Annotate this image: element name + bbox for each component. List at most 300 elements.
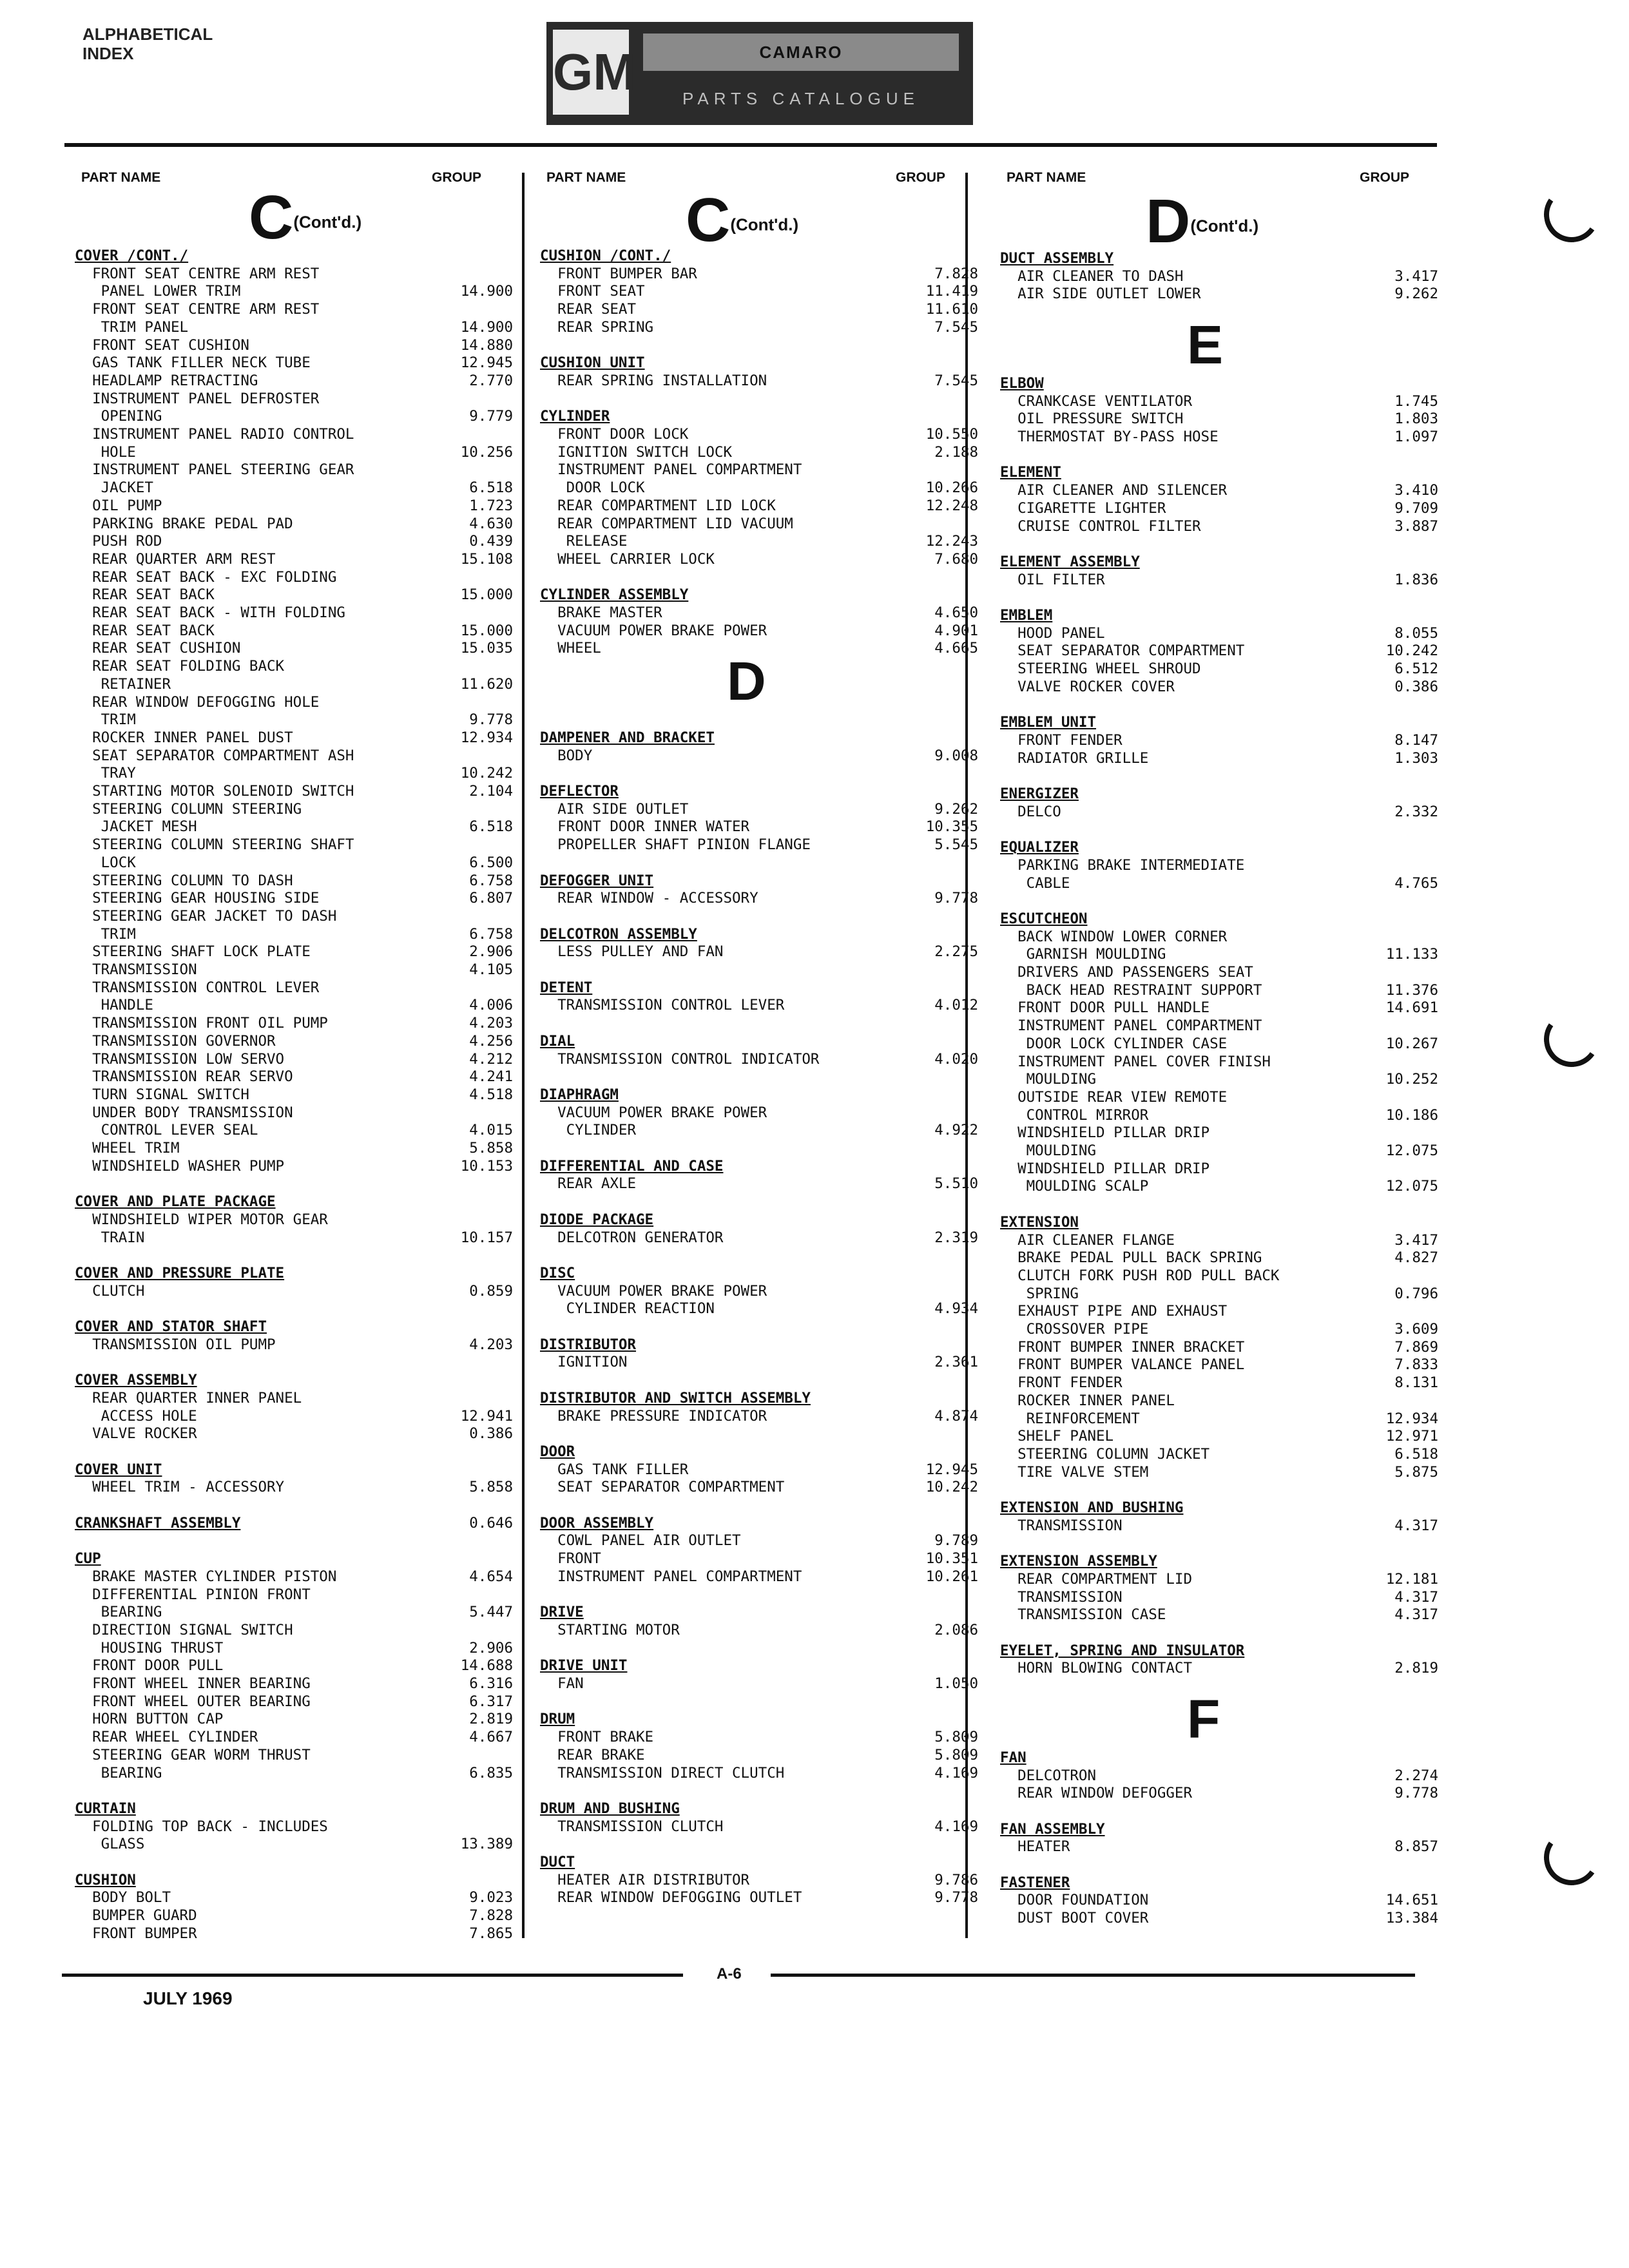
group-number: 11.620 (460, 675, 513, 693)
group-number: 4.212 (469, 1050, 513, 1068)
index-entry-row (1000, 1392, 1438, 1410)
part-name: CYLINDER (540, 1122, 637, 1139)
part-name: AIR CLEANER AND SILENCER (1000, 482, 1228, 499)
part-name: SEAT SEPARATOR COMPARTMENT ASH (75, 747, 354, 764)
group-number: 4.203 (469, 1015, 513, 1032)
index-entry-row (75, 979, 513, 997)
part-heading: ENERGIZER (1000, 785, 1079, 802)
group-number: 4.105 (469, 961, 513, 978)
index-entry-row (75, 1747, 513, 1765)
group-number: 5.545 (934, 836, 978, 854)
part-name: BODY BOLT (75, 1889, 171, 1907)
index-entry-row (540, 836, 978, 854)
group-number: 1.303 (1394, 749, 1438, 767)
index-entry-row (75, 301, 513, 319)
part-name: HORN BUTTON CAP (75, 1711, 224, 1728)
part-heading: CUSHION UNIT (540, 354, 645, 372)
index-entry-row (75, 265, 513, 284)
index-heading-row (540, 1211, 978, 1229)
group-number: 7.869 (1394, 1338, 1438, 1356)
index-entry-row (1000, 285, 1438, 303)
part-name: DIFFERENTIAL PINION FRONT (75, 1586, 311, 1603)
group-number: 9.779 (469, 408, 513, 425)
group-number: 6.500 (469, 854, 513, 871)
page-number: A-6 (717, 1965, 742, 1983)
index-entry-row (75, 1158, 513, 1176)
part-name: IGNITION SWITCH LOCK (540, 443, 733, 461)
index-heading-row (75, 1515, 513, 1533)
index-entry-row (75, 872, 513, 890)
index-entry-row (1000, 1249, 1438, 1267)
index-entry-row (1000, 892, 1438, 910)
group-number: 10.355 (925, 818, 978, 836)
index-entry-row (75, 1336, 513, 1354)
part-heading: DIFFERENTIAL AND CASE (540, 1157, 724, 1175)
group-number: 12.941 (460, 1407, 513, 1425)
part-name: VACUUM POWER BRAKE POWER (540, 622, 767, 639)
group-number: 4.169 (934, 1818, 978, 1835)
index-entry-row (1000, 1089, 1438, 1107)
index-entry-row (75, 1051, 513, 1069)
part-name: TRANSMISSION (75, 961, 197, 978)
part-heading: CYLINDER (540, 408, 610, 425)
index-entry-row (75, 390, 513, 408)
group-number: 10.266 (925, 479, 978, 497)
index-heading-row (1000, 464, 1438, 482)
group-number: 15.035 (460, 640, 513, 657)
index-entry-row (1000, 1071, 1438, 1089)
group-number: 7.828 (469, 1907, 513, 1925)
col3-letter-suffix: (Cont'd.) (1190, 216, 1259, 236)
index-entry-row (1000, 982, 1438, 1000)
index-entry-row (75, 1532, 513, 1550)
group-number: 5.809 (934, 1746, 978, 1763)
col1-section-letter (249, 183, 362, 253)
index-entry-row (540, 319, 978, 337)
part-heading: ELEMENT (1000, 464, 1061, 481)
index-entry-row (1000, 1892, 1438, 1910)
part-name: PARKING BRAKE PEDAL PAD (75, 515, 293, 532)
part-name: STEERING WHEEL SHROUD (1000, 660, 1201, 678)
part-heading: DEFLECTOR (540, 783, 619, 800)
part-name: INSTRUMENT PANEL COMPARTMENT (1000, 1017, 1262, 1035)
index-entry-row (75, 1408, 513, 1426)
group-number: 4.256 (469, 1032, 513, 1050)
index-heading-row (1000, 375, 1438, 393)
group-number: 12.181 (1385, 1570, 1438, 1588)
index-entry-row (1000, 1464, 1438, 1482)
binder-hole-mark-2 (1539, 1007, 1604, 1072)
part-name: CLUTCH (75, 1282, 145, 1300)
index-heading-row (540, 586, 978, 604)
index-heading-row (540, 1800, 978, 1818)
part-heading: COVER AND PLATE PACKAGE (75, 1193, 276, 1211)
group-number: 10.267 (1385, 1035, 1438, 1052)
part-name: REAR SPRING (540, 318, 654, 336)
part-name: DELCOTRON GENERATOR (540, 1229, 724, 1246)
part-name: OIL FILTER (1000, 571, 1105, 588)
part-name: FRONT BUMPER BAR (540, 265, 697, 282)
part-name: CRUISE CONTROL FILTER (1000, 517, 1201, 535)
index-entry-row (1000, 1267, 1438, 1285)
part-name: STEERING COLUMN STEERING SHAFT (75, 836, 354, 854)
group-number: 2.086 (934, 1621, 978, 1639)
part-name: TRANSMISSION (1000, 1517, 1123, 1534)
index-entry-row (540, 1318, 978, 1336)
index-entry-row (540, 265, 978, 284)
index-entry-row (1000, 1713, 1438, 1731)
index-entry-row (75, 1568, 513, 1586)
part-name: HEATER AIR DISTRIBUTOR (540, 1871, 750, 1888)
part-name: TIRE VALVE STEM (1000, 1463, 1149, 1481)
index-entry-row (75, 569, 513, 587)
index-entry-row (75, 337, 513, 355)
index-heading-row (1000, 1874, 1438, 1892)
part-heading: DOOR ASSEMBLY (540, 1514, 654, 1532)
index-entry-row (1000, 1785, 1438, 1803)
index-entry-row (75, 1140, 513, 1158)
index-entry-row (75, 408, 513, 426)
part-heading: DELCOTRON ASSEMBLY (540, 925, 697, 943)
index-entry-row (1000, 1660, 1438, 1678)
index-entry-row (75, 694, 513, 712)
group-number: 4.169 (934, 1764, 978, 1782)
part-name: HORN BLOWING CONTACT (1000, 1660, 1193, 1677)
part-name: DELCOTRON (1000, 1767, 1097, 1784)
part-name: TRAIN (75, 1229, 145, 1246)
index-entry-row (1000, 482, 1438, 500)
part-name: RETAINER (75, 675, 171, 693)
part-name: BRAKE MASTER CYLINDER PISTON (75, 1568, 337, 1585)
group-number: 10.242 (1385, 642, 1438, 660)
part-name: FRONT DOOR INNER WATER (540, 818, 750, 836)
index-entry-row (75, 1229, 513, 1247)
index-entry-row (540, 1247, 978, 1265)
index-entry-row (75, 1836, 513, 1854)
part-name: THERMOSTAT BY-PASS HOSE (1000, 428, 1219, 445)
group-number: 4.654 (469, 1568, 513, 1585)
index-entry-row (75, 426, 513, 444)
group-number: 1.097 (1394, 428, 1438, 445)
part-name: BRAKE PEDAL PULL BACK SPRING (1000, 1249, 1262, 1267)
index-entry-row (1000, 767, 1438, 785)
index-entry-row (75, 1283, 513, 1301)
part-name: EXHAUST PIPE AND EXHAUST (1000, 1303, 1228, 1320)
part-name: RADIATOR GRILLE (1000, 749, 1149, 767)
index-entry-row (540, 1122, 978, 1140)
part-heading: COVER AND STATOR SHAFT (75, 1318, 267, 1335)
part-heading: DEFOGGER UNIT (540, 872, 654, 889)
index-entry-row (1000, 535, 1438, 553)
binder-hole-mark-3 (1539, 1825, 1604, 1890)
index-heading-row (540, 872, 978, 890)
part-heading: FASTENER (1000, 1874, 1070, 1891)
index-entry-row (1000, 500, 1438, 518)
index-title-line1: ALPHABETICAL (82, 24, 213, 44)
index-heading-row (540, 1158, 978, 1176)
index-entry-row (1000, 1124, 1438, 1142)
index-entry-row (75, 1497, 513, 1515)
part-name: REAR WINDOW DEFOGGER (1000, 1785, 1193, 1802)
part-name: OIL PUMP (75, 497, 162, 514)
index-entry-row (540, 1872, 978, 1890)
index-heading-row (540, 1390, 978, 1408)
part-name: TRANSMISSION CONTROL LEVER (75, 979, 320, 996)
part-heading: CRANKSHAFT ASSEMBLY (75, 1514, 241, 1532)
footer-rule-right (771, 1974, 1415, 1977)
gm-logo: GM (553, 30, 629, 115)
part-name: LOCK (75, 854, 136, 871)
index-entry-row (540, 1300, 978, 1318)
part-name: TURN SIGNAL SWITCH (75, 1086, 249, 1103)
index-entry-row (540, 461, 978, 479)
index-entry-row (75, 533, 513, 551)
group-number: 9.008 (934, 747, 978, 764)
index-entry-row (540, 1729, 978, 1747)
part-name: STEERING GEAR JACKET TO DASH (75, 907, 337, 925)
index-heading-row (540, 926, 978, 944)
part-name: CABLE (1000, 874, 1070, 892)
part-name: REAR SEAT BACK - EXC FOLDING (75, 568, 337, 586)
index-heading-row (540, 1604, 978, 1622)
index-entry-row (1000, 821, 1438, 839)
group-number: 4.203 (469, 1336, 513, 1353)
index-entry-row (1000, 1410, 1438, 1428)
group-number: 10.351 (925, 1550, 978, 1568)
part-name: REAR AXLE (540, 1175, 637, 1193)
part-name: DRIVERS AND PASSENGERS SEAT (1000, 964, 1253, 981)
group-number: 0.386 (469, 1425, 513, 1443)
group-number: 6.316 (469, 1675, 513, 1692)
part-name: TRANSMISSION CASE (1000, 1606, 1166, 1624)
group-number: 2.188 (934, 443, 978, 461)
index-entry-row (75, 765, 513, 783)
part-name: VACUUM POWER BRAKE POWER (540, 1282, 767, 1300)
group-number: 2.104 (469, 783, 513, 800)
part-name: FRONT WHEEL OUTER BEARING (75, 1693, 311, 1710)
col3-section-letter (1146, 187, 1259, 257)
index-entry-row (540, 747, 978, 765)
index-entry-row (75, 658, 513, 676)
group-number: 12.248 (925, 497, 978, 514)
index-entry-row (75, 908, 513, 926)
group-number: 15.000 (460, 622, 513, 639)
group-number: 0.646 (469, 1514, 513, 1532)
index-heading-row (1000, 839, 1438, 857)
group-number: 9.778 (934, 890, 978, 907)
group-number: 9.789 (934, 1532, 978, 1550)
group-number: 9.778 (1394, 1785, 1438, 1802)
index-heading-row (540, 729, 978, 747)
group-number: 14.688 (460, 1657, 513, 1675)
index-entry-row (1000, 1017, 1438, 1035)
index-entry-row (540, 908, 978, 926)
index-entry-row (1000, 660, 1438, 678)
group-number: 2.361 (934, 1354, 978, 1371)
part-name: CRANKCASE VENTILATOR (1000, 392, 1193, 410)
group-number: 2.770 (469, 372, 513, 389)
index-entry-row (1000, 268, 1438, 286)
part-heading: DISTRIBUTOR AND SWITCH ASSEMBLY (540, 1389, 811, 1407)
index-heading-row (1000, 1214, 1438, 1232)
index-entry-row (1000, 875, 1438, 893)
group-number: 10.256 (460, 443, 513, 461)
group-number: 2.819 (469, 1711, 513, 1728)
index-entry-row (540, 622, 978, 640)
index-entry-row (75, 1300, 513, 1318)
section-letter: F (1187, 1688, 1220, 1749)
index-entry-row (75, 1640, 513, 1658)
part-name: UNDER BODY TRANSMISSION (75, 1104, 293, 1121)
group-number: 4.667 (469, 1729, 513, 1746)
part-name: FRONT DOOR PULL (75, 1657, 224, 1675)
part-name: HOUSING THRUST (75, 1639, 224, 1657)
index-entry-row (75, 1015, 513, 1033)
index-entry-row (1000, 732, 1438, 750)
index-heading-row (540, 1265, 978, 1283)
index-entry-row (75, 1211, 513, 1229)
group-number: 12.934 (460, 729, 513, 746)
index-entry-row (540, 961, 978, 979)
index-entry-row (1000, 1446, 1438, 1464)
part-name: FRONT BUMPER (75, 1925, 197, 1942)
index-entry-row (1000, 678, 1438, 697)
part-name: REAR SEAT CUSHION (75, 640, 241, 657)
index-heading-row (75, 1372, 513, 1390)
index-entry-row (540, 1568, 978, 1586)
index-entry-row (75, 1711, 513, 1729)
index-entry-row (75, 1622, 513, 1640)
index-entry-row (1000, 1517, 1438, 1535)
part-name: REAR WHEEL CYLINDER (75, 1729, 258, 1746)
part-heading: DAMPENER AND BRACKET (540, 729, 715, 746)
part-name: DOOR FOUNDATION (1000, 1892, 1149, 1909)
col2-letter: C (686, 186, 731, 255)
index-entry-row (540, 444, 978, 462)
index-entry-row (75, 354, 513, 372)
index-entry-row (1000, 1178, 1438, 1196)
part-name: REAR COMPARTMENT LID (1000, 1570, 1193, 1588)
catalogue-name: PARTS CATALOGUE (682, 89, 920, 108)
part-name: PROPELLER SHAFT PINION FLANGE (540, 836, 811, 854)
publication-date: JULY 1969 (143, 1988, 233, 2008)
index-entry-row (75, 461, 513, 479)
index-entry-row (540, 604, 978, 622)
part-name: INSTRUMENT PANEL COVER FINISH (1000, 1053, 1271, 1070)
index-entry-row (75, 1907, 513, 1925)
part-name: SPRING (1000, 1285, 1079, 1302)
part-name: TRANSMISSION OIL PUMP (75, 1336, 276, 1353)
part-heading: DIODE PACKAGE (540, 1211, 654, 1228)
part-name: PUSH ROD (75, 533, 162, 550)
index-entry-row (540, 533, 978, 551)
header-rule (64, 143, 1437, 147)
part-name: WINDSHIELD PILLAR DRIP (1000, 1160, 1210, 1177)
part-heading: FAN (1000, 1749, 1027, 1766)
part-heading: EMBLEM (1000, 607, 1053, 624)
part-name: TRANSMISSION CLUTCH (540, 1818, 724, 1835)
part-name: STEERING COLUMN STEERING (75, 800, 302, 818)
part-heading: ESCUTCHEON (1000, 910, 1088, 927)
section-letter: E (1187, 314, 1224, 375)
group-number: 10.157 (460, 1229, 513, 1246)
part-name: REAR QUARTER ARM REST (75, 550, 276, 568)
group-number: 8.147 (1394, 731, 1438, 749)
index-entry-row (1000, 1142, 1438, 1160)
group-number: 4.630 (469, 515, 513, 532)
index-heading-row (75, 1318, 513, 1336)
index-entry-row (540, 515, 978, 533)
index-entry-row (540, 1640, 978, 1658)
index-entry-row (1000, 1731, 1438, 1749)
col2-group-header: GROUP (896, 170, 946, 185)
group-number: 1.803 (1394, 410, 1438, 428)
part-name: FRONT (540, 1550, 601, 1568)
index-entry-row (540, 426, 978, 444)
group-number: 7.865 (469, 1925, 513, 1942)
index-entry-row (540, 1479, 978, 1497)
part-name: REAR WINDOW - ACCESSORY (540, 890, 758, 907)
col1-part-name-header: PART NAME (81, 170, 161, 185)
group-number: 8.857 (1394, 1838, 1438, 1856)
index-entry-row (540, 1051, 978, 1069)
group-number: 4.665 (934, 640, 978, 657)
index-entry-row (1000, 393, 1438, 411)
part-name: BEARING (75, 1764, 162, 1782)
group-number: 4.012 (934, 997, 978, 1014)
index-entry-row (75, 1068, 513, 1086)
index-heading-row (75, 247, 513, 265)
part-name: FRONT FENDER (1000, 1374, 1123, 1392)
part-name: FRONT SEAT CENTRE ARM REST (75, 265, 320, 282)
group-number: 15.000 (460, 586, 513, 604)
index-entry-row (1000, 1606, 1438, 1624)
group-number: 14.691 (1385, 999, 1438, 1017)
part-name: ROCKER INNER PANEL DUST (75, 729, 293, 746)
group-number: 2.275 (934, 943, 978, 961)
index-entry-row (1000, 1803, 1438, 1821)
index-entry-row (540, 1408, 978, 1426)
part-heading: DISTRIBUTOR (540, 1336, 637, 1353)
index-entry-row (540, 1068, 978, 1086)
col3-group-header: GROUP (1360, 170, 1410, 185)
part-name: VALVE ROCKER COVER (1000, 678, 1175, 695)
index-entry-row (540, 1675, 978, 1693)
index-entry-row (75, 1443, 513, 1461)
group-number: 7.833 (1394, 1356, 1438, 1374)
group-number: 5.858 (469, 1479, 513, 1496)
group-number: 8.055 (1394, 624, 1438, 642)
group-number: 12.945 (460, 354, 513, 372)
index-entry-row (1000, 1303, 1438, 1321)
group-number: 0.796 (1394, 1285, 1438, 1302)
group-number: 11.133 (1385, 946, 1438, 963)
group-number: 12.934 (1385, 1410, 1438, 1427)
index-entry-row (540, 1622, 978, 1640)
index-entry-row (75, 479, 513, 497)
group-number: 1.745 (1394, 392, 1438, 410)
part-name: VALVE ROCKER (75, 1425, 197, 1443)
part-name: DELCO (1000, 803, 1061, 820)
index-entry-row (75, 1425, 513, 1443)
index-entry-row (75, 1479, 513, 1497)
group-number: 5.875 (1394, 1463, 1438, 1481)
part-name: WHEEL TRIM - ACCESSORY (75, 1479, 285, 1496)
group-number: 5.510 (934, 1175, 978, 1193)
part-name: BRAKE MASTER (540, 604, 662, 621)
index-entry-row (1000, 1535, 1438, 1553)
col1-letter: C (249, 183, 294, 252)
